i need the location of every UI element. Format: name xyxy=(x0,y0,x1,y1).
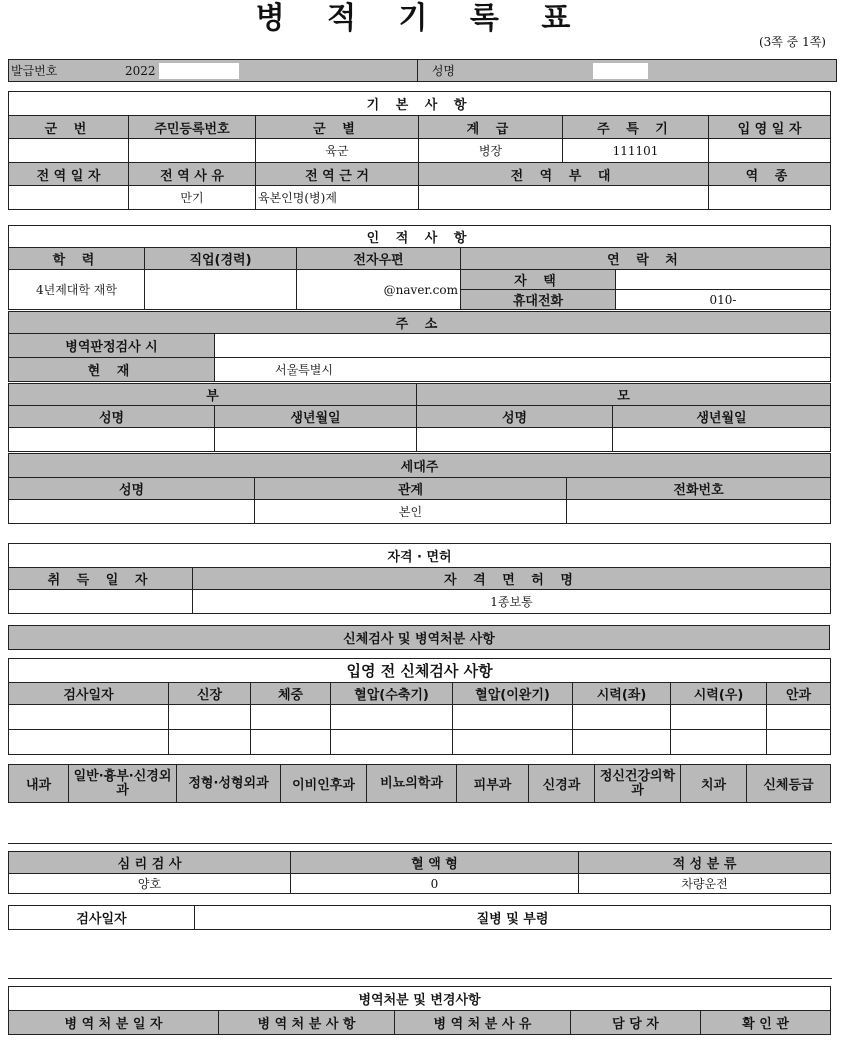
education-value: 4년제대학 재학 xyxy=(9,270,145,310)
disease-table xyxy=(8,905,831,930)
col-header: 성명 xyxy=(417,406,613,428)
home-phone-label: 자 택 xyxy=(461,270,616,290)
address-heading: 주 소 xyxy=(9,312,831,334)
personal-heading: 인 적 사 항 xyxy=(9,226,831,248)
cell xyxy=(215,428,417,452)
col-header: 치과 xyxy=(681,765,747,803)
cell xyxy=(9,186,129,210)
cell xyxy=(9,705,169,730)
issue-bar xyxy=(8,59,837,82)
col-header: 취 득 일 자 xyxy=(9,568,193,590)
address-check-label: 병역판정검사 시 xyxy=(9,334,215,358)
col-header: 병 역 처 분 사 항 xyxy=(219,1011,395,1035)
issue-number-label: 발급번호 xyxy=(11,63,58,78)
cell: 양호 xyxy=(9,874,291,894)
cell xyxy=(419,186,709,210)
col-header: 혈압(이완기) xyxy=(453,683,573,705)
cell: 0 xyxy=(291,874,579,894)
cell xyxy=(9,139,129,163)
col-header: 자 격 면 허 명 xyxy=(193,568,831,590)
col-header: 심 리 검 사 xyxy=(9,852,291,874)
cell xyxy=(671,705,767,730)
col-header: 성명 xyxy=(9,478,255,500)
col-header: 질병 및 부령 xyxy=(195,906,831,930)
cell xyxy=(169,705,251,730)
col-header: 전 역 일 자 xyxy=(9,163,129,186)
basic-info-table xyxy=(8,91,831,210)
address-check-value xyxy=(215,334,831,358)
home-phone-value xyxy=(616,270,831,290)
document-title: 병 적 기 록 표 xyxy=(255,1,587,36)
col-header: 확 인 관 xyxy=(701,1011,831,1035)
col-header: 혈 액 형 xyxy=(291,852,579,874)
cell xyxy=(671,730,767,755)
physical-title-bar xyxy=(8,625,830,650)
cell xyxy=(709,186,831,210)
redacted-block xyxy=(159,63,239,79)
department-exam-table xyxy=(8,764,831,803)
mobile-label: 휴대전화 xyxy=(461,290,616,310)
col-header: 군 별 xyxy=(256,116,419,139)
col-header: 비뇨의학과 xyxy=(367,765,457,803)
col-header: 시력(좌) xyxy=(573,683,671,705)
cell xyxy=(767,705,831,730)
cell xyxy=(251,730,331,755)
license-table xyxy=(8,543,831,614)
cell xyxy=(9,500,255,524)
cell: 육본인명(병)제 xyxy=(256,186,419,210)
col-header: 병 역 처 분 사 유 xyxy=(395,1011,571,1035)
col-header: 안과 xyxy=(767,683,831,705)
cell xyxy=(129,139,256,163)
cell: 본인 xyxy=(255,500,567,524)
cell xyxy=(9,428,215,452)
cell xyxy=(9,590,193,614)
col-header: 신체등급 xyxy=(747,765,831,803)
redacted-block xyxy=(593,63,648,79)
job-value xyxy=(145,270,297,310)
col-header: 시력(우) xyxy=(671,683,767,705)
mobile-value: 010- xyxy=(616,290,831,310)
cell xyxy=(709,139,831,163)
page-indicator: (3쪽 중 1쪽) xyxy=(758,35,826,49)
parents-table xyxy=(8,383,831,452)
col-header: 담 당 자 xyxy=(571,1011,701,1035)
license-heading: 자격 · 면허 xyxy=(9,544,831,568)
col-header: 정형·성형외과 xyxy=(177,765,281,803)
col-header: 군 번 xyxy=(9,116,129,139)
cell xyxy=(567,500,831,524)
cell xyxy=(573,705,671,730)
mother-heading: 모 xyxy=(417,384,831,406)
col-header: 전 역 근 거 xyxy=(256,163,419,186)
name-label: 성명 xyxy=(431,63,456,78)
disposition-table xyxy=(8,986,831,1035)
col-header: 혈압(수축기) xyxy=(331,683,453,705)
cell: 111101 xyxy=(563,139,709,163)
address-now-value: 서울특별시 xyxy=(215,358,831,382)
address-now-label: 현 재 xyxy=(9,358,215,382)
cell xyxy=(9,730,169,755)
divider xyxy=(8,843,832,844)
col-header: 신장 xyxy=(169,683,251,705)
col-header: 병 역 처 분 일 자 xyxy=(9,1011,219,1035)
col-header: 전화번호 xyxy=(567,478,831,500)
cell xyxy=(331,705,453,730)
col-header: 적 성 분 류 xyxy=(579,852,831,874)
cell xyxy=(453,730,573,755)
col-header: 신경과 xyxy=(529,765,595,803)
disposition-heading: 병역처분 및 변경사항 xyxy=(9,987,831,1011)
col-header: 피부과 xyxy=(457,765,529,803)
householder-heading: 세대주 xyxy=(9,454,831,478)
address-table xyxy=(8,311,831,382)
cell xyxy=(453,705,573,730)
cell: 육군 xyxy=(256,139,419,163)
cell xyxy=(613,428,831,452)
basic-heading: 기 본 사 항 xyxy=(9,92,831,116)
col-header: 전 역 사 유 xyxy=(129,163,256,186)
cell: 만기 xyxy=(129,186,256,210)
col-header: 이비인후과 xyxy=(281,765,367,803)
col-header: 체중 xyxy=(251,683,331,705)
cell: 병장 xyxy=(419,139,563,163)
col-header: 주 특 기 xyxy=(563,116,709,139)
pre-entry-exam-table xyxy=(8,658,831,755)
col-header: 검사일자 xyxy=(9,906,195,930)
cell xyxy=(767,730,831,755)
cell xyxy=(331,730,453,755)
col-header: 직업(경력) xyxy=(145,248,297,270)
cell xyxy=(417,428,613,452)
cell: 차량운전 xyxy=(579,874,831,894)
personal-info-table xyxy=(8,225,831,310)
col-header: 전자우편 xyxy=(297,248,461,270)
psych-table xyxy=(8,851,831,894)
father-heading: 부 xyxy=(9,384,417,406)
pre-entry-heading: 입영 전 신체검사 사항 xyxy=(9,659,831,683)
col-header: 전 역 부 대 xyxy=(419,163,709,186)
col-header: 연 락 처 xyxy=(461,248,831,270)
cell: 1종보통 xyxy=(193,590,831,614)
col-header: 생년월일 xyxy=(215,406,417,428)
issue-number-value: 2022 xyxy=(125,63,156,78)
householder-table xyxy=(8,453,831,524)
physical-title: 신체검사 및 병역처분 사항 xyxy=(9,626,830,650)
col-header: 계 급 xyxy=(419,116,563,139)
col-header: 성명 xyxy=(9,406,215,428)
col-header: 입 영 일 자 xyxy=(709,116,831,139)
cell xyxy=(573,730,671,755)
col-header: 학 력 xyxy=(9,248,145,270)
email-value: @naver.com xyxy=(297,270,461,310)
col-header: 일반·흉부·신경외과 xyxy=(69,765,177,803)
cell xyxy=(251,705,331,730)
col-header: 정신건강의학과 xyxy=(595,765,681,803)
col-header: 관계 xyxy=(255,478,567,500)
cell xyxy=(169,730,251,755)
col-header: 주민등록번호 xyxy=(129,116,256,139)
divider xyxy=(8,978,832,979)
col-header: 생년월일 xyxy=(613,406,831,428)
col-header: 역 종 xyxy=(709,163,831,186)
col-header: 검사일자 xyxy=(9,683,169,705)
col-header: 내과 xyxy=(9,765,69,803)
